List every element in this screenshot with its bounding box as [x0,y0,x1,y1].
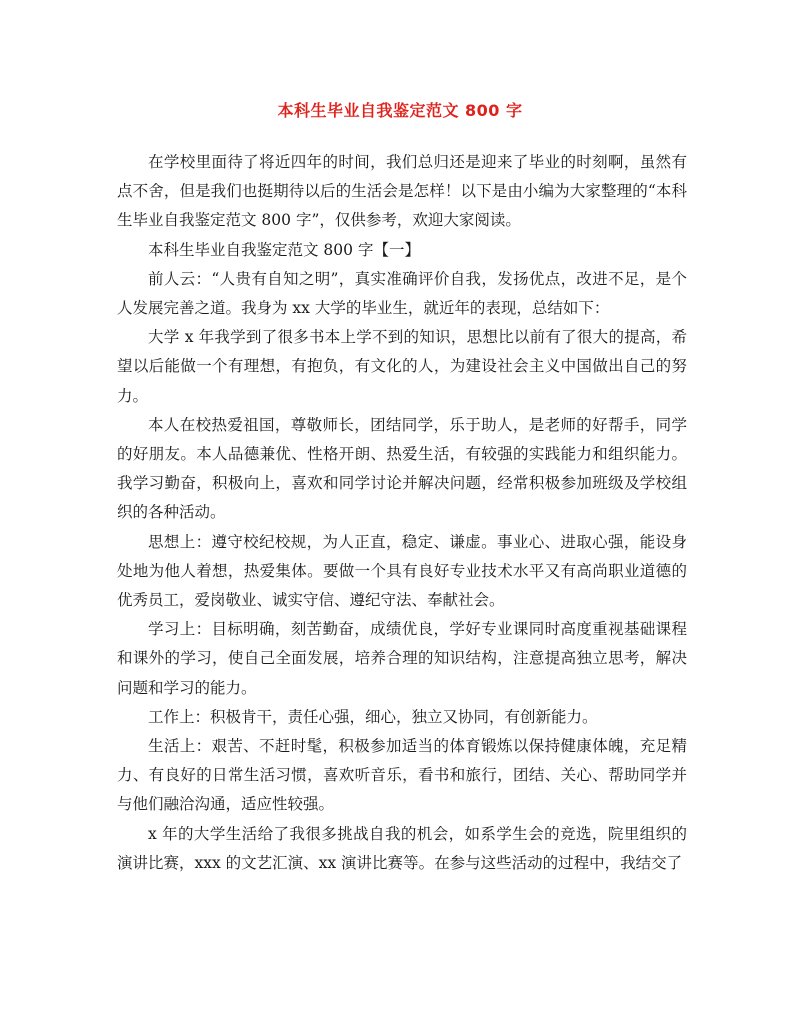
paragraph: 前人云：“人贵有自知之明”，真实准确评价自我，发扬优点，改进不足，是个人发展完善之道。我身为 xx 大学的毕业生，就近年的表现，总结如下： [117,269,687,318]
paragraph-thought: 思想上：遵守校纪校规，为人正直，稳定、谦虚。事业心、进取心强，能设身处地为他人着想，热爱集体。要做一个具有良好专业技术水平又有高尚职业道德的优秀员工，爱岗敬业、诚实守信、遵纪守法、奉献社会。 [117,532,687,610]
document-body [117,148,687,878]
paragraph-study: 学习上：目标明确，刻苦勤奋，成绩优良，学好专业课同时高度重视基础课程和课外的学习，使自己全面发展，培养合理的知识结构，注意提高独立思考，解决问题和学习的能力。 [117,620,687,697]
paragraph: 大学 x 年我学到了很多书本上学不到的知识，思想比以前有了很大的提高，希望以后能做一个有理想，有抱负，有文化的人，为建设社会主义中国做出自己的努力。 [117,328,687,405]
paragraph-intro: 在学校里面待了将近四年的时间，我们总归还是迎来了毕业的时刻啊，虽然有点不舍，但是我们也挺期待以后的生活会是怎样！以下是由小编为大家整理的“本科生毕业自我鉴定范文 800 字”，仅供参考，欢迎大家阅读。 [117,153,687,230]
paragraph-life: 生活上：艰苦、不赶时髦，积极参加适当的体育锻炼以保持健康体魄，充足精力、有良好的日常生活习惯，喜欢听音乐，看书和旅行，团结、关心、帮助同学并与他们融洽沟通，适应性较强。 [117,737,687,814]
paragraph-work: 工作上：积极肯干，责任心强，细心，独立又协同，有创新能力。 [148,707,598,726]
paragraph: x 年的大学生活给了我很多挑战自我的机会，如系学生会的竞选，院里组织的演讲比赛，xxx 的文艺汇演、xx 演讲比赛等。在参与这些活动的过程中，我结交了 [117,824,687,872]
paragraph: 本人在校热爱祖国，尊敬师长，团结同学，乐于助人，是老师的好帮手，同学的好朋友。本人品德兼优、性格开朗、热爱生活，有较强的实践能力和组织能力。我学习勤奋，积极向上，喜欢和同学讨论并解决问题，经常积极参加班级及学校组织的各种活动。 [117,415,687,522]
document-title: 本科生毕业自我鉴定范文 800 字 [277,101,523,120]
section-heading: 本科生毕业自我鉴定范文 800 字【一】 [148,240,420,259]
